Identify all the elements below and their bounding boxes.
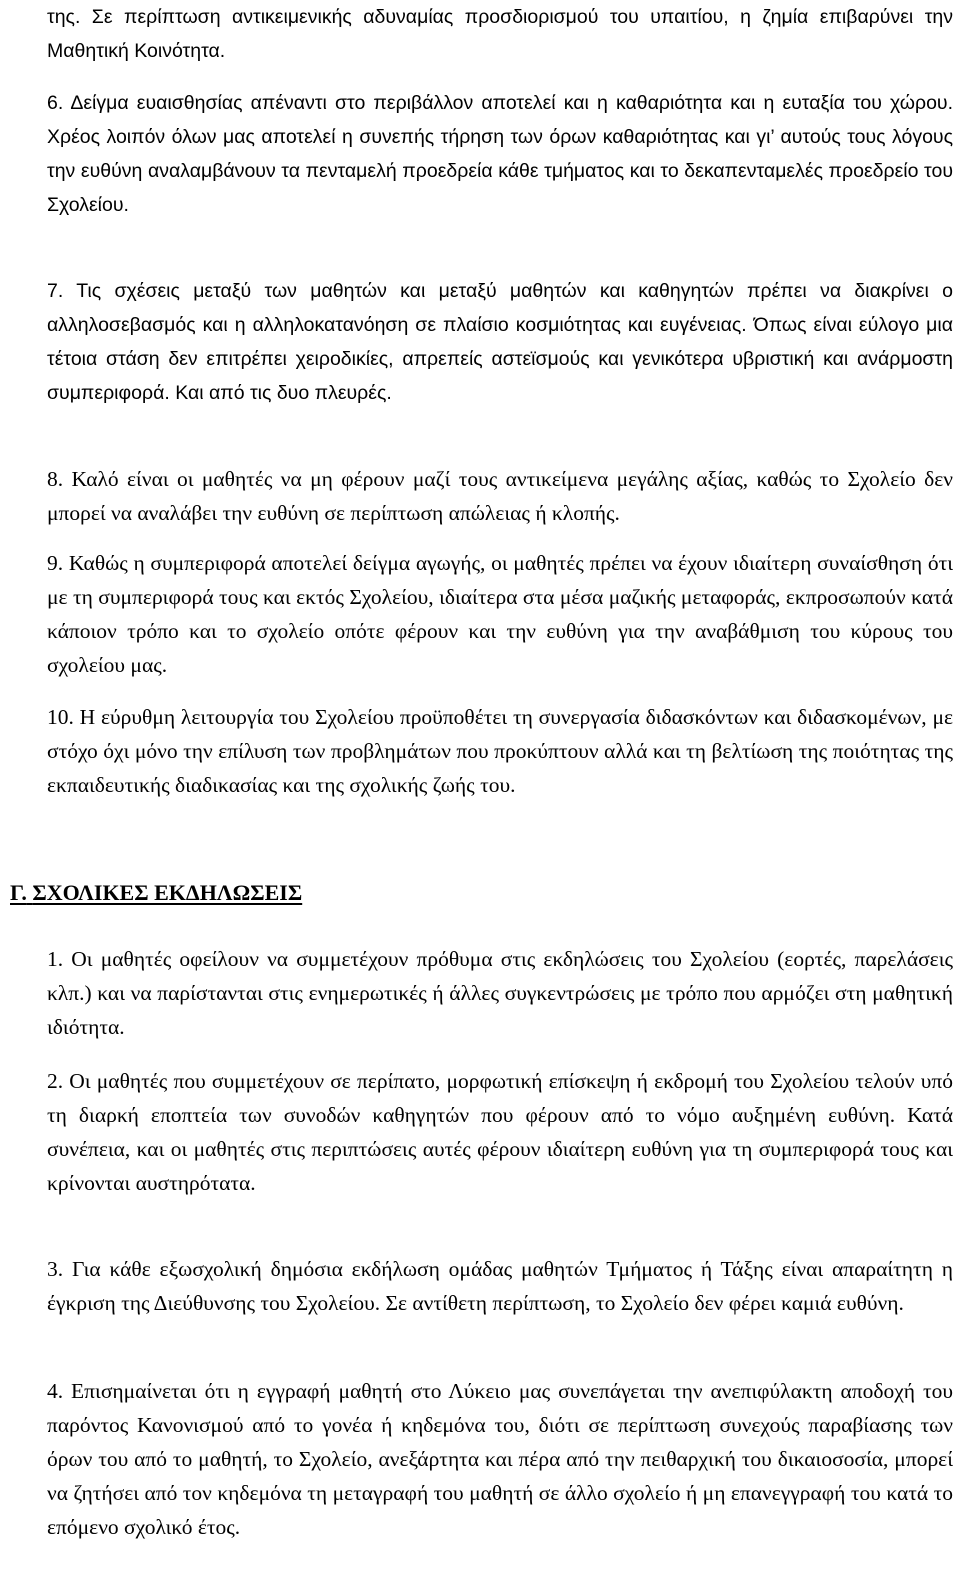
- rule-item-9: [47, 546, 953, 682]
- continuation-paragraph: [47, 0, 953, 68]
- rule-text: Επισημαίνεται ότι η εγγραφή μαθητή στο Λύκειο μας συνεπάγεται την ανεπιφύλακτη αποδοχή του παρόντος Κανονισμού από το γονέα ή κηδεμόνα του, διότι σε περίπτωση συνεχούς παραβίασης των όρων του από το μαθητή, το Σχολείο, ανεξάρτητα και πέρα από την πειθαρχική του δικαιοσοσία, μπορεί να ζητήσει από τον κηδεμόνα τη μεταγραφή του μαθητή σε άλλο σχολείο ή μη επανεγγραφή του κατά το επόμενο σχολικό έτος.: [47, 1379, 953, 1539]
- section-title: ΣΧΟΛΙΚΕΣ ΕΚΔΗΛΩΣΕΙΣ: [32, 880, 303, 905]
- section-prefix: Γ.: [10, 880, 27, 905]
- rule-number: 7.: [47, 280, 64, 302]
- rule-text: Οι μαθητές οφείλουν να συμμετέχουν πρόθυμα στις εκδηλώσεις του Σχολείου (εορτές, παρελάσεις κλπ.) και να παρίστανται στις ενημερωτικές ή άλλες συγκεντρώσεις με τρόπο που αρμόζει στη μαθητική ιδιότητα.: [47, 947, 953, 1039]
- event-rule-item-2: [47, 1064, 953, 1200]
- rule-number: 2.: [47, 1069, 64, 1093]
- continuation-text: της. Σε περίπτωση αντικειμενικής αδυναμίας προσδιορισμού του υπαιτίου, η ζημία επιβαρύνει την Μαθητική Κοινότητα.: [47, 6, 953, 62]
- rule-number: 6.: [47, 92, 64, 114]
- section-heading: [10, 878, 302, 908]
- event-rule-item-1: [47, 942, 953, 1044]
- event-rule-item-3: [47, 1252, 953, 1320]
- rule-item-6: [47, 86, 953, 222]
- rule-text: Η εύρυθμη λειτουργία του Σχολείου προϋποθέτει τη συνεργασία διδασκόντων και διδασκομένων, με στόχο όχι μόνο την επίλυση των προβλημάτων που προκύπτουν αλλά και τη βελτίωση της ποιότητας της εκπαιδευτικής διαδικασίας και της σχολικής ζωής του.: [47, 705, 953, 797]
- rule-text: Οι μαθητές που συμμετέχουν σε περίπατο, μορφωτική επίσκεψη ή εκδρομή του Σχολείου τελούν υπό τη διαρκή εποπτεία των συνοδών καθηγητών που φέρουν από το νόμο αυξημένη ευθύνη. Κατά συνέπεια, και οι μαθητές στις περιπτώσεις αυτές φέρουν ιδιαίτερη ευθύνη για τη συμπεριφορά τους και κρίνονται αυστηρότατα.: [47, 1069, 953, 1195]
- event-rule-item-4: [47, 1374, 953, 1544]
- rule-number: 3.: [47, 1257, 64, 1281]
- rule-text: Δείγμα ευαισθησίας απέναντι στο περιβάλλον αποτελεί και η καθαριότητα και η ευταξία του χώρου. Χρέος λοιπόν όλων μας αποτελεί η συνεπής τήρηση των όρων καθαριότητας και γι’ αυτούς τους λόγους την ευθύνη αναλαμβάνουν τα πενταμελή προεδρεία κάθε τμήματος και το δεκαπενταμελές προεδρείο του Σχολείου.: [47, 92, 953, 216]
- rule-text: Τις σχέσεις μεταξύ των μαθητών και μεταξύ μαθητών και καθηγητών πρέπει να διακρίνει ο αλληλοσεβασμός και η αλληλοκατανόηση σε πλαίσιο κοσμιότητας και ευγένειας. Όπως είναι εύλογο μια τέτοια στάση δεν επιτρέπει χειροδικίες, απρεπείς αστεϊσμούς και γενικότερα υβριστική και ανάρμοστη συμπεριφορά. Και από τις δυο πλευρές.: [47, 280, 953, 404]
- rule-number: 8.: [47, 467, 64, 491]
- rule-item-10: [47, 700, 953, 802]
- rule-number: 1.: [47, 947, 64, 971]
- rule-text: Για κάθε εξωσχολική δημόσια εκδήλωση ομάδας μαθητών Τμήματος ή Τάξης είναι απαραίτητη η έγκριση της Διεύθυνσης του Σχολείου. Σε αντίθετη περίπτωση, το Σχολείο δεν φέρει καμιά ευθύνη.: [47, 1257, 954, 1315]
- rule-text: Καλό είναι οι μαθητές να μη φέρουν μαζί τους αντικείμενα μεγάλης αξίας, καθώς το Σχολείο δεν μπορεί να αναλάβει την ευθύνη σε περίπτωση απώλειας ή κλοπής.: [47, 467, 954, 525]
- rule-text: Καθώς η συμπεριφορά αποτελεί δείγμα αγωγής, οι μαθητές πρέπει να έχουν ιδιαίτερη συναίσθηση ότι με τη συμπεριφορά τους και εκτός Σχολείου, ιδιαίτερα στα μέσα μαζικής μεταφοράς, εκπροσωπούν κατά κάποιον τρόπο και το σχολείο οπότε φέρουν και την ευθύνη για την αναβάθμιση του κύρους του σχολείου μας.: [47, 551, 954, 677]
- rule-item-7: [47, 274, 953, 410]
- rule-item-8: [47, 462, 953, 530]
- rule-number: 9.: [47, 551, 64, 575]
- rule-number: 4.: [47, 1379, 64, 1403]
- rule-number: 10.: [47, 705, 74, 729]
